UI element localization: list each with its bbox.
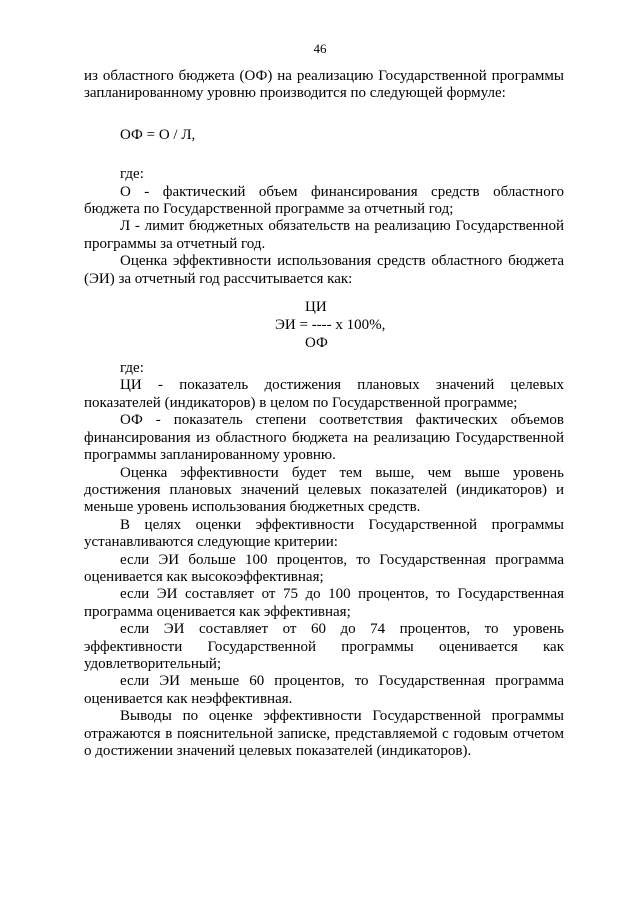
paragraph-criteria-intro: В целях оценки эффективности Государственной программы устанавливаются следующие критерии: [84,516,564,551]
definition-of: ОФ - показатель степени соответствия фактических объемов финансирования из областного бюджета на реализацию Государственной программы запланированному уровню. [84,412,564,464]
paragraph-conclusions: Выводы по оценке эффективности Государственной программы отражаются в пояснительной записке, представляемой с годовым отчетом о достижении значений целевых показателей (индикаторов). [84,708,564,759]
definition-o: О - фактический объем финансирования средств областного бюджета по Государственной программе за отчетный год; [84,183,564,218]
definition-ci: ЦИ - показатель достижения плановых значений целевых показателей (индикаторов) в целом по Государственной программе; [84,377,564,411]
where-label: где: [120,166,144,183]
formula-of: ОФ = О / Л, [120,126,196,143]
formula-ei [275,298,425,352]
formula-ei-line: ЭИ = ---- x 100%, [275,317,386,334]
criterion-high: если ЭИ больше 100 процентов, то Государственная программа оценивается как высокоэффективная; [84,551,564,585]
paragraph-efficiency-higher: Оценка эффективности будет тем выше, чем выше уровень достижения плановых значений целевых показателей (индикаторов) и меньше уровень использования бюджетных средств. [84,464,564,516]
paragraph-ei-intro: Оценка эффективности использования средств областного бюджета (ЭИ) за отчетный год рассчитывается как: [84,253,564,287]
criterion-ineffective: если ЭИ меньше 60 процентов, то Государственная программа оценивается как неэффективная. [84,673,564,707]
formula-ei-numerator: ЦИ [305,299,327,316]
criterion-satisfactory: если ЭИ составляет от 60 до 74 процентов, то уровень эффективности Государственной программы оценивается как удовлетворительный; [84,621,564,672]
paragraph-budget-formula-intro: из областного бюджета (ОФ) на реализацию Государственной программы запланированному уровню производится по следующей формуле: [84,68,564,102]
where-label: где: [120,360,144,377]
formula-ei-denominator: ОФ [305,335,328,352]
page-number: 46 [313,41,327,56]
definition-l: Л - лимит бюджетных обязательств на реализацию Государственной программы за отчетный год. [84,218,564,252]
criterion-effective: если ЭИ составляет от 75 до 100 процентов, то Государственная программа оценивается как эффективная; [84,586,564,620]
document-body [84,68,564,760]
